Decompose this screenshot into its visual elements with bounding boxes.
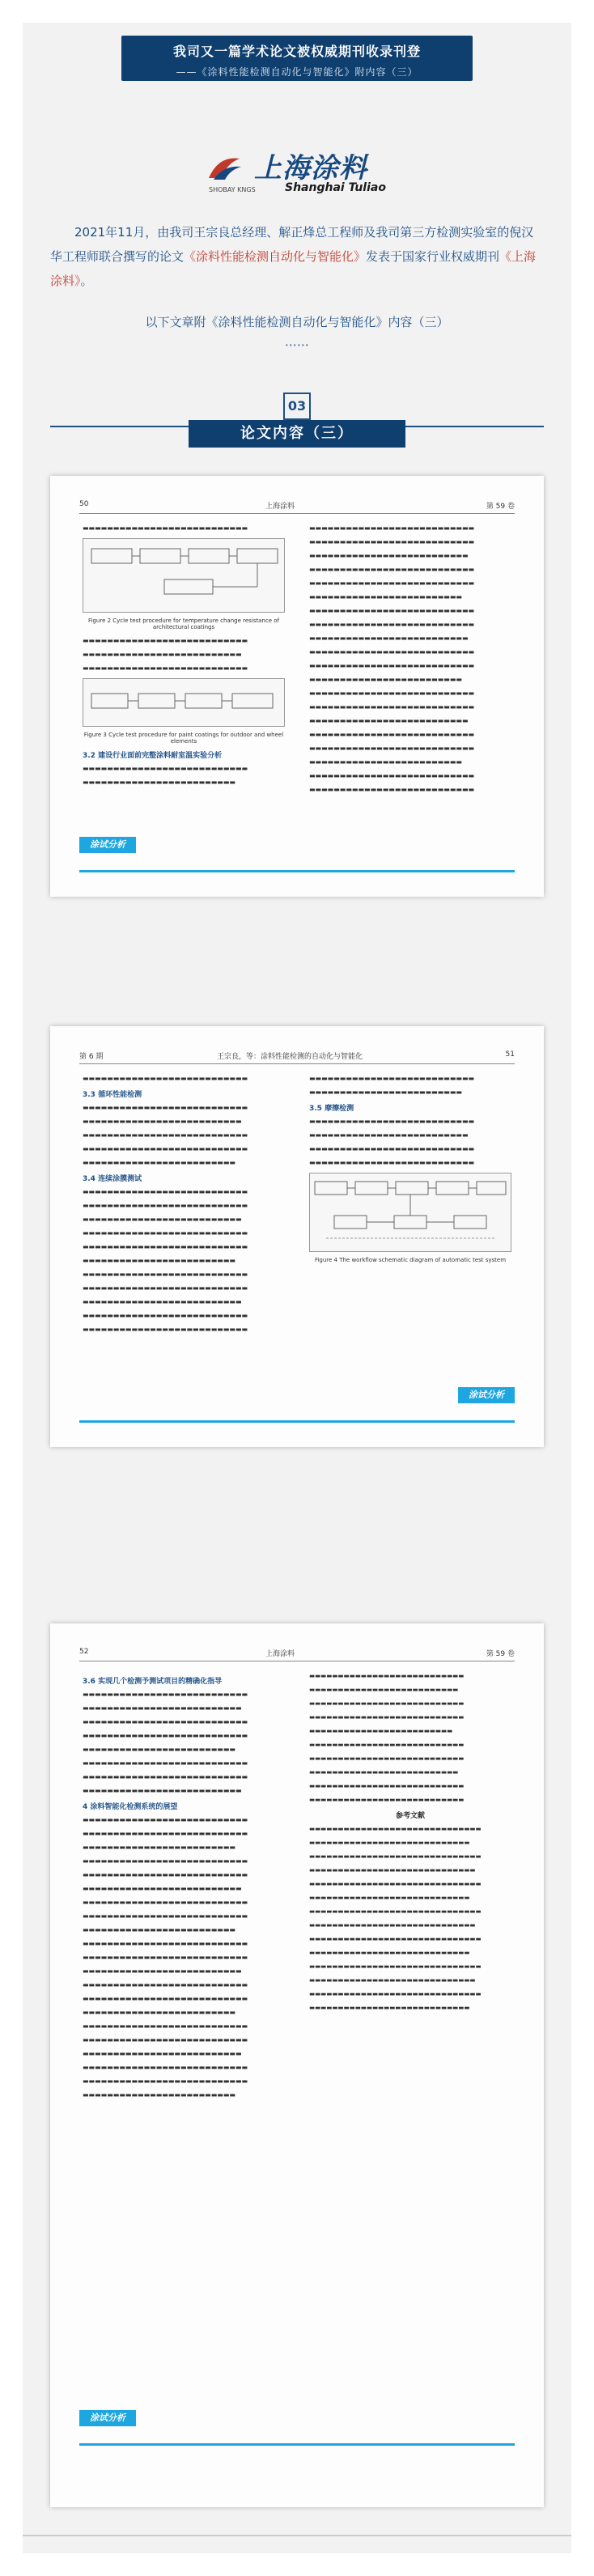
text-line: ▬▬▬▬▬▬▬▬▬▬▬▬▬▬▬▬▬▬▬▬▬▬▬▬▬▬▬: [309, 1159, 475, 1166]
text-line: ▬▬▬▬▬▬▬▬▬▬▬▬▬▬▬▬▬▬▬▬▬▬▬▬▬▬▬: [83, 1104, 248, 1111]
page1-right-column: [309, 523, 511, 800]
text-line: ▬▬▬▬▬▬▬▬▬▬▬▬▬▬▬▬▬▬▬▬▬▬▬▬▬▬▬: [309, 648, 475, 656]
text-line: ▬▬▬▬▬▬▬▬▬▬▬▬▬▬▬▬▬▬▬▬▬▬▬▬▬▬▬: [309, 772, 475, 779]
brand-badge: 涂试分析: [79, 2410, 136, 2426]
figure-2-caption: Figure 2 Cycle test procedure for temperature change resistance of architectural coatings: [88, 617, 279, 630]
text-line: ▬▬▬▬▬▬▬▬▬▬▬▬▬▬▬▬▬▬▬▬▬▬▬▬▬▬▬: [83, 1816, 248, 1823]
reference-item: ▬▬▬▬▬▬▬▬▬▬▬▬▬▬▬▬▬▬▬▬▬▬▬▬▬▬▬▬▬: [309, 1866, 476, 1874]
intro-follow-text: 以下文章附《涂料性能检测自动化与智能化》内容（三）: [145, 315, 449, 329]
hero-banner: [121, 36, 473, 81]
text-line: ▬▬▬▬▬▬▬▬▬▬▬▬▬▬▬▬▬▬▬▬▬▬▬▬▬▬: [83, 1967, 242, 1975]
text-line: ▬▬▬▬▬▬▬▬▬▬▬▬▬▬▬▬▬▬▬▬▬▬▬▬▬: [83, 1159, 235, 1166]
text-line: ▬▬▬▬▬▬▬▬▬▬▬▬▬▬▬▬▬▬▬▬▬▬▬▬▬▬▬: [309, 566, 475, 573]
intro-text-a: 2021年11月，由我司王宗良总经理、解正烽总工程师及我司第三方检测实验室的倪汉华工程师联合撰写的论文: [50, 225, 534, 264]
paper-page-1: [50, 476, 544, 897]
text-line: ▬▬▬▬▬▬▬▬▬▬▬▬▬▬▬▬▬▬▬▬▬▬▬▬▬▬: [83, 1704, 242, 1712]
text-line: ▬▬▬▬▬▬▬▬▬▬▬▬▬▬▬▬▬▬▬▬▬▬▬▬▬▬▬: [83, 1271, 248, 1278]
reference-item: ▬▬▬▬▬▬▬▬▬▬▬▬▬▬▬▬▬▬▬▬▬▬▬▬▬▬▬▬▬▬: [309, 1908, 482, 1915]
text-line: ▬▬▬▬▬▬▬▬▬▬▬▬▬▬▬▬▬▬▬▬▬▬▬▬▬▬▬: [83, 1995, 248, 2002]
text-line: ▬▬▬▬▬▬▬▬▬▬▬▬▬▬▬▬▬▬▬▬▬▬▬▬▬▬▬: [309, 524, 475, 532]
intro-follow: [50, 311, 544, 356]
text-line: ▬▬▬▬▬▬▬▬▬▬▬▬▬▬▬▬▬▬▬▬▬▬▬▬▬▬▬: [309, 662, 475, 669]
text-line: ▬▬▬▬▬▬▬▬▬▬▬▬▬▬▬▬▬▬▬▬▬▬▬▬▬▬▬: [309, 579, 475, 587]
text-line: ▬▬▬▬▬▬▬▬▬▬▬▬▬▬▬▬▬▬▬▬▬▬▬▬▬: [83, 1746, 235, 1753]
text-line: ▬▬▬▬▬▬▬▬▬▬▬▬▬▬▬▬▬▬▬▬▬▬▬▬▬▬: [83, 651, 242, 658]
page-header: [79, 500, 515, 514]
text-line: ▬▬▬▬▬▬▬▬▬▬▬▬▬▬▬▬▬▬▬▬▬▬▬▬▬▬: [83, 2050, 242, 2057]
reference-item: ▬▬▬▬▬▬▬▬▬▬▬▬▬▬▬▬▬▬▬▬▬▬▬▬▬▬▬▬▬▬: [309, 1880, 482, 1887]
text-line: ▬▬▬▬▬▬▬▬▬▬▬▬▬▬▬▬▬▬▬▬▬▬▬▬▬▬▬: [83, 1759, 248, 1767]
page-header: [79, 1648, 515, 1661]
bottom-divider: [23, 2535, 571, 2536]
section-title: 论文内容（三）: [189, 420, 405, 448]
text-line: ▬▬▬▬▬▬▬▬▬▬▬▬▬▬▬▬▬▬▬▬▬▬▬▬▬▬▬: [83, 1284, 248, 1292]
reference-item: ▬▬▬▬▬▬▬▬▬▬▬▬▬▬▬▬▬▬▬▬▬▬▬▬▬▬▬▬: [309, 2004, 470, 2011]
logo-cn-text: 上海涂料: [254, 152, 367, 185]
figure-4-caption: Figure 4 The workflow schematic diagram of automatic test system: [314, 1257, 507, 1263]
reference-item: ▬▬▬▬▬▬▬▬▬▬▬▬▬▬▬▬▬▬▬▬▬▬▬▬▬▬▬▬: [309, 1839, 470, 1846]
page-number: 50: [79, 500, 89, 508]
text-line: ▬▬▬▬▬▬▬▬▬▬▬▬▬▬▬▬▬▬▬▬▬▬▬▬▬▬▬: [309, 703, 475, 711]
text-line: ▬▬▬▬▬▬▬▬▬▬▬▬▬▬▬▬▬▬▬▬▬▬▬▬▬▬▬: [83, 1773, 248, 1780]
text-line: ▬▬▬▬▬▬▬▬▬▬▬▬▬▬▬▬▬▬▬▬▬▬▬▬▬▬▬: [83, 1954, 248, 1961]
text-line: ▬▬▬▬▬▬▬▬▬▬▬▬▬▬▬▬▬▬▬▬▬▬▬▬▬▬▬: [83, 1871, 248, 1878]
paper-page-2: [50, 1026, 544, 1447]
text-line: ▬▬▬▬▬▬▬▬▬▬▬▬▬▬▬▬▬▬▬▬▬▬▬▬▬: [83, 2009, 235, 2016]
text-line: ▬▬▬▬▬▬▬▬▬▬▬▬▬▬▬▬▬▬▬▬▬▬▬▬▬▬▬: [83, 1830, 248, 1837]
text-line: ▬▬▬▬▬▬▬▬▬▬▬▬▬▬▬▬▬▬▬▬▬▬▬▬▬: [83, 1926, 235, 1933]
page-number: 52: [79, 1648, 89, 1656]
text-line: ▬▬▬▬▬▬▬▬▬▬▬▬▬▬▬▬▬▬▬▬▬▬▬▬▬: [309, 676, 462, 683]
text-line: ▬▬▬▬▬▬▬▬▬▬▬▬▬▬▬▬▬▬▬▬▬▬▬▬▬▬▬: [309, 607, 475, 614]
reference-item: ▬▬▬▬▬▬▬▬▬▬▬▬▬▬▬▬▬▬▬▬▬▬▬▬▬▬▬▬▬▬: [309, 1963, 482, 1970]
page-footer-line: [79, 2443, 515, 2446]
text-line: ▬▬▬▬▬▬▬▬▬▬▬▬▬▬▬▬▬▬▬▬▬▬▬▬▬▬▬: [83, 1145, 248, 1152]
text-line: ▬▬▬▬▬▬▬▬▬▬▬▬▬▬▬▬▬▬▬▬▬▬▬▬▬▬: [83, 1787, 242, 1794]
text-line: ▬▬▬▬▬▬▬▬▬▬▬▬▬▬▬▬▬▬▬▬▬▬▬▬▬▬▬: [83, 1899, 248, 1906]
flowchart-icon: [83, 539, 284, 612]
text-line: ▬▬▬▬▬▬▬▬▬▬▬▬▬▬▬▬▬▬▬▬▬▬▬▬▬▬▬: [309, 690, 475, 697]
shanghai-tuliao-logo: [207, 146, 387, 202]
page3-left-column: [83, 1670, 285, 2386]
text-line: ▬▬▬▬▬▬▬▬▬▬▬▬▬▬▬▬▬▬▬▬▬▬▬▬▬▬▬: [83, 1229, 248, 1237]
text-line: ▬▬▬▬▬▬▬▬▬▬▬▬▬▬▬▬▬▬▬▬▬▬▬▬▬▬: [83, 1298, 242, 1305]
text-line: ▬▬▬▬▬▬▬▬▬▬▬▬▬▬▬▬▬▬▬▬▬▬▬▬▬▬▬: [309, 745, 475, 752]
text-line: ▬▬▬▬▬▬▬▬▬▬▬▬▬▬▬▬▬▬▬▬▬▬▬▬▬▬▬: [309, 1700, 465, 1707]
text-line: ▬▬▬▬▬▬▬▬▬▬▬▬▬▬▬▬▬▬▬▬▬▬▬▬▬▬▬: [83, 1981, 248, 1988]
text-line: ▬▬▬▬▬▬▬▬▬▬▬▬▬▬▬▬▬▬▬▬▬▬▬▬▬: [309, 1727, 453, 1734]
page2-left-column: [83, 1073, 285, 1350]
flowchart-icon: [83, 679, 284, 726]
intro-paragraph: 2021年11月，由我司王宗良总经理、解正烽总工程师及我司第三方检测实验室的倪汉华工程师联合撰写的论文《涂料性能检测自动化与智能化》发表于国家行业权威期刊《上海涂料》。: [50, 225, 537, 288]
intro-text-b: 发表于国家行业权威期刊: [366, 249, 500, 264]
text-line: ▬▬▬▬▬▬▬▬▬▬▬▬▬▬▬▬▬▬▬▬▬▬▬▬▬▬▬: [83, 1912, 248, 1920]
journal-header: 上海涂料: [265, 503, 295, 511]
reference-item: ▬▬▬▬▬▬▬▬▬▬▬▬▬▬▬▬▬▬▬▬▬▬▬▬▬▬▬▬▬: [309, 1921, 476, 1929]
text-line: ▬▬▬▬▬▬▬▬▬▬▬▬▬▬▬▬▬▬▬▬▬▬▬▬▬: [309, 593, 462, 601]
hero-title: 我司又一篇学术论文被权威期刊收录刊登: [172, 44, 421, 59]
section-number: 03: [283, 393, 311, 420]
text-line: ▬▬▬▬▬▬▬▬▬▬▬▬▬▬▬▬▬▬▬▬▬▬▬▬▬▬▬: [309, 1796, 465, 1803]
journal-header: 上海涂料: [265, 1650, 295, 1658]
page-number: 51: [505, 1050, 515, 1059]
page-footer-line: [79, 1420, 515, 1423]
text-line: ▬▬▬▬▬▬▬▬▬▬▬▬▬▬▬▬▬▬▬▬▬▬▬▬▬▬▬: [83, 1718, 248, 1725]
text-line: ▬▬▬▬▬▬▬▬▬▬▬▬▬▬▬▬▬▬▬▬▬▬▬▬▬▬: [309, 1768, 459, 1776]
text-line: ▬▬▬▬▬▬▬▬▬▬▬▬▬▬▬▬▬▬▬▬▬▬▬▬▬▬▬: [83, 2077, 248, 2085]
text-line: ▬▬▬▬▬▬▬▬▬▬▬▬▬▬▬▬▬▬▬▬▬▬▬▬▬▬▬: [83, 2064, 248, 2071]
reference-item: ▬▬▬▬▬▬▬▬▬▬▬▬▬▬▬▬▬▬▬▬▬▬▬▬▬▬▬▬▬▬: [309, 1990, 482, 1997]
reference-item: ▬▬▬▬▬▬▬▬▬▬▬▬▬▬▬▬▬▬▬▬▬▬▬▬▬▬▬▬: [309, 1949, 470, 1956]
text-line: ▬▬▬▬▬▬▬▬▬▬▬▬▬▬▬▬▬▬▬▬▬▬▬▬▬▬: [309, 1686, 459, 1693]
text-line: ▬▬▬▬▬▬▬▬▬▬▬▬▬▬▬▬▬▬▬▬▬▬▬▬▬▬: [83, 1885, 242, 1892]
figure-3-caption: Figure 3 Cycle test procedure for paint coatings for outdoor and wheel elements: [83, 732, 284, 745]
text-line: ▬▬▬▬▬▬▬▬▬▬▬▬▬▬▬▬▬▬▬▬▬▬▬▬▬▬▬: [309, 1741, 465, 1748]
workflow-diagram-icon: [310, 1173, 511, 1251]
text-line: ▬▬▬▬▬▬▬▬▬▬▬▬▬▬▬▬▬▬▬▬▬▬▬▬▬: [83, 2091, 235, 2099]
text-line: ▬▬▬▬▬▬▬▬▬▬▬▬▬▬▬▬▬▬▬▬▬▬▬▬▬▬: [83, 1118, 242, 1125]
logo-mark-text: SHOBAY KNGS: [209, 186, 256, 193]
logo-en-text: Shanghai Tuliao: [285, 181, 386, 194]
hero-subtitle: ——《涂料性能检测自动化与智能化》附内容（三）: [176, 66, 418, 78]
text-line: ▬▬▬▬▬▬▬▬▬▬▬▬▬▬▬▬▬▬▬▬▬▬▬▬▬▬: [309, 634, 469, 642]
text-line: ▬▬▬▬▬▬▬▬▬▬▬▬▬▬▬▬▬▬▬▬▬▬▬▬▬: [309, 1089, 462, 1096]
text-line: ▬▬▬▬▬▬▬▬▬▬▬▬▬▬▬▬▬▬▬▬▬▬▬▬▬▬▬: [83, 1243, 248, 1250]
subsection-heading: 3.6 实现几个检测予测试项目的精确化指导: [83, 1678, 223, 1686]
figure-3: [83, 678, 285, 727]
subsection-heading: 3.2 建设行业面前完整涂料耐室温实验分析: [83, 752, 223, 760]
reference-item: ▬▬▬▬▬▬▬▬▬▬▬▬▬▬▬▬▬▬▬▬▬▬▬▬▬▬▬▬▬▬: [309, 1852, 482, 1860]
text-line: ▬▬▬▬▬▬▬▬▬▬▬▬▬▬▬▬▬▬▬▬▬▬▬▬▬▬▬: [309, 1145, 475, 1152]
text-line: ▬▬▬▬▬▬▬▬▬▬▬▬▬▬▬▬▬▬▬▬▬▬▬▬▬▬▬: [83, 2036, 248, 2043]
text-line: ▬▬▬▬▬▬▬▬▬▬▬▬▬▬▬▬▬▬▬▬▬▬▬▬▬: [83, 1257, 235, 1264]
volume-header: 第 59 卷: [486, 503, 515, 511]
text-line: ▬▬▬▬▬▬▬▬▬▬▬▬▬▬▬▬▬▬▬▬▬▬▬▬▬▬▬: [83, 664, 248, 672]
article-header: 王宗良，等：涂料性能检测的自动化与智能化: [217, 1053, 363, 1061]
text-line: ▬▬▬▬▬▬▬▬▬▬▬▬▬▬▬▬▬▬▬▬▬▬▬▬▬: [83, 779, 235, 786]
text-line: ▬▬▬▬▬▬▬▬▬▬▬▬▬▬▬▬▬▬▬▬▬▬▬▬▬▬▬: [309, 621, 475, 628]
text-line: ▬▬▬▬▬▬▬▬▬▬▬▬▬▬▬▬▬▬▬▬▬▬▬▬▬▬▬: [309, 1755, 465, 1762]
text-line: ▬▬▬▬▬▬▬▬▬▬▬▬▬▬▬▬▬▬▬▬▬▬▬▬▬▬: [309, 552, 469, 559]
subsection-heading: 3.3 循环性能检测: [83, 1091, 142, 1099]
page2-right-column: [309, 1073, 511, 1350]
text-line: ▬▬▬▬▬▬▬▬▬▬▬▬▬▬▬▬▬▬▬▬▬▬▬▬▬▬▬: [83, 524, 248, 532]
text-line: ▬▬▬▬▬▬▬▬▬▬▬▬▬▬▬▬▬▬▬▬▬▬▬▬▬▬▬: [83, 1857, 248, 1865]
text-line: ▬▬▬▬▬▬▬▬▬▬▬▬▬▬▬▬▬▬▬▬▬▬▬▬▬▬▬: [83, 1326, 248, 1333]
issue-header: 第 6 期: [79, 1053, 104, 1061]
text-line: ▬▬▬▬▬▬▬▬▬▬▬▬▬▬▬▬▬▬▬▬▬▬▬▬▬: [83, 1844, 235, 1851]
page-header: [79, 1050, 515, 1064]
text-line: ▬▬▬▬▬▬▬▬▬▬▬▬▬▬▬▬▬▬▬▬▬▬▬▬▬▬▬: [83, 1732, 248, 1739]
text-line: ▬▬▬▬▬▬▬▬▬▬▬▬▬▬▬▬▬▬▬▬▬▬▬▬▬▬▬: [83, 637, 248, 644]
text-line: ▬▬▬▬▬▬▬▬▬▬▬▬▬▬▬▬▬▬▬▬▬▬▬▬▬▬▬: [309, 1672, 465, 1679]
text-line: ▬▬▬▬▬▬▬▬▬▬▬▬▬▬▬▬▬▬▬▬▬▬▬▬▬▬▬: [309, 731, 475, 738]
text-line: ▬▬▬▬▬▬▬▬▬▬▬▬▬▬▬▬▬▬▬▬▬▬▬▬▬▬▬: [309, 1782, 465, 1789]
text-line: ▬▬▬▬▬▬▬▬▬▬▬▬▬▬▬▬▬▬▬▬▬▬▬▬▬▬▬: [83, 1940, 248, 1947]
text-line: ▬▬▬▬▬▬▬▬▬▬▬▬▬▬▬▬▬▬▬▬▬▬▬▬▬▬▬: [83, 1188, 248, 1195]
text-line: ▬▬▬▬▬▬▬▬▬▬▬▬▬▬▬▬▬▬▬▬▬▬▬▬▬▬▬: [83, 1075, 248, 1082]
text-line: ▬▬▬▬▬▬▬▬▬▬▬▬▬▬▬▬▬▬▬▬▬▬▬▬▬▬▬: [309, 1075, 475, 1082]
figure-4: [309, 1173, 511, 1252]
text-line: ▬▬▬▬▬▬▬▬▬▬▬▬▬▬▬▬▬▬▬▬▬▬▬▬▬▬▬: [83, 1691, 248, 1698]
reference-item: ▬▬▬▬▬▬▬▬▬▬▬▬▬▬▬▬▬▬▬▬▬▬▬▬▬▬▬▬▬: [309, 1976, 476, 1984]
reference-item: ▬▬▬▬▬▬▬▬▬▬▬▬▬▬▬▬▬▬▬▬▬▬▬▬▬▬▬▬▬▬: [309, 1935, 482, 1942]
reference-item: ▬▬▬▬▬▬▬▬▬▬▬▬▬▬▬▬▬▬▬▬▬▬▬▬▬▬▬▬: [309, 1894, 470, 1901]
text-line: ▬▬▬▬▬▬▬▬▬▬▬▬▬▬▬▬▬▬▬▬▬▬▬▬▬▬: [309, 717, 469, 724]
reference-item: ▬▬▬▬▬▬▬▬▬▬▬▬▬▬▬▬▬▬▬▬▬▬▬▬▬▬▬▬▬▬: [309, 1825, 482, 1832]
text-line: ▬▬▬▬▬▬▬▬▬▬▬▬▬▬▬▬▬▬▬▬▬▬▬▬▬▬: [309, 1131, 469, 1139]
logo-mark-icon: [207, 154, 243, 183]
page1-left-column: [83, 523, 285, 800]
brand-badge: 涂试分析: [79, 837, 136, 853]
text-line: ▬▬▬▬▬▬▬▬▬▬▬▬▬▬▬▬▬▬▬▬▬▬▬▬▬▬▬: [309, 1118, 475, 1125]
intro-follow-dots: ⋯⋯: [285, 337, 309, 352]
text-line: ▬▬▬▬▬▬▬▬▬▬▬▬▬▬▬▬▬▬▬▬▬▬▬▬▬▬▬: [83, 1131, 248, 1139]
paper-title: 《涂料性能检测自动化与智能化》: [184, 249, 367, 264]
paper-page-3: [50, 1623, 544, 2507]
text-line: ▬▬▬▬▬▬▬▬▬▬▬▬▬▬▬▬▬▬▬▬▬▬▬▬▬▬▬: [83, 2022, 248, 2030]
references-title: 参考文献: [395, 1812, 425, 1820]
text-line: ▬▬▬▬▬▬▬▬▬▬▬▬▬▬▬▬▬▬▬▬▬▬▬▬▬▬▬: [309, 786, 475, 793]
figure-2: [83, 538, 285, 613]
page3-right-column: [309, 1670, 511, 2386]
subsection-heading: 3.5 摩擦检测: [309, 1105, 354, 1113]
text-line: ▬▬▬▬▬▬▬▬▬▬▬▬▬▬▬▬▬▬▬▬▬▬▬▬▬▬▬: [309, 1713, 465, 1721]
page-footer-line: [79, 870, 515, 872]
brand-badge: 涂试分析: [458, 1387, 515, 1403]
subsection-heading: 4 涂料智能化检测系统的展望: [83, 1803, 178, 1811]
text-line: ▬▬▬▬▬▬▬▬▬▬▬▬▬▬▬▬▬▬▬▬▬▬▬▬▬▬▬: [83, 765, 248, 772]
journal-name: 《上海涂料》: [50, 249, 537, 288]
text-line: ▬▬▬▬▬▬▬▬▬▬▬▬▬▬▬▬▬▬▬▬▬▬▬▬▬▬: [83, 1216, 242, 1223]
text-line: ▬▬▬▬▬▬▬▬▬▬▬▬▬▬▬▬▬▬▬▬▬▬▬▬▬▬▬: [83, 1312, 248, 1319]
text-line: ▬▬▬▬▬▬▬▬▬▬▬▬▬▬▬▬▬▬▬▬▬▬▬▬▬▬▬: [83, 1202, 248, 1209]
volume-header: 第 59 卷: [486, 1650, 515, 1658]
text-line: ▬▬▬▬▬▬▬▬▬▬▬▬▬▬▬▬▬▬▬▬▬▬▬▬▬: [309, 758, 462, 766]
text-line: ▬▬▬▬▬▬▬▬▬▬▬▬▬▬▬▬▬▬▬▬▬▬▬▬▬▬▬: [309, 538, 475, 545]
subsection-heading: 3.4 连续涂膜测试: [83, 1175, 142, 1183]
